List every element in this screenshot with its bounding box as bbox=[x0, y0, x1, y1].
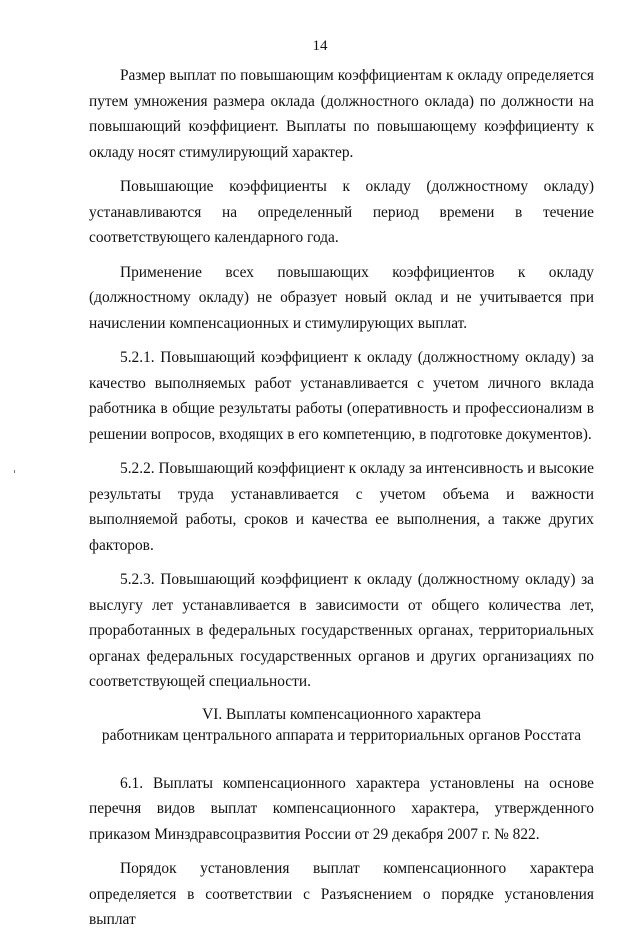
section-heading bbox=[89, 704, 594, 746]
paragraph: Порядок установления выплат компенсационного характера определяется в соответствии с Разъяснением о порядке установления выплат bbox=[89, 860, 594, 928]
paragraph-6-1: 6.1. Выплаты компенсационного характера установлены на основе перечня видов выплат компенсационного характера, утвержденного приказом Минздравсоцразвития России от 29 декабря 2007 г. № 822. bbox=[89, 774, 594, 843]
paragraph-5-2-3: 5.2.3. Повышающий коэффициент к окладу (должностному окладу) за выслугу лет устанавливается в зависимости от общего количества лет, проработанных в федеральных государственных органах, территориальных органах федеральных государственных органов и других организациях по соответствующей специальности. bbox=[89, 571, 594, 690]
paragraph-5-2-1: 5.2.1. Повышающий коэффициент к окладу (должностному окладу) за качество выполняемых работ устанавливается с учетом личного вклада работника в общие результаты работы (оперативность и профессионализм в решении вопросов, входящих в его компетенцию, в подготовке документов). bbox=[89, 349, 594, 443]
page-number: 14 bbox=[312, 38, 328, 54]
section-heading-line1: VI. Выплаты компенсационного характера bbox=[202, 705, 481, 723]
scan-speck bbox=[14, 470, 15, 473]
paragraph: Применение всех повышающих коэффициентов к окладу (должностному окладу) не образует новый оклад и не учитывается при начислении компенсационных и стимулирующих выплат. bbox=[89, 263, 594, 332]
paragraph: Повышающие коэффициенты к окладу (должностному окладу) устанавливаются на определенный период времени в течение соответствующего календарного года. bbox=[89, 178, 594, 246]
document-body bbox=[89, 63, 594, 942]
section-heading-line2: работникам центрального аппарата и территориальных органов Росстата bbox=[101, 726, 582, 744]
paragraph-5-2-2: 5.2.2. Повышающий коэффициент к окладу за интенсивность и высокие результаты труда устанавливается с учетом объема и важности выполняемой работы, сроков и качества ее выполнения, а также других факторов. bbox=[89, 460, 594, 554]
paragraph: Размер выплат по повышающим коэффициентам к окладу определяется путем умножения размера оклада (должностного оклада) по должности на повышающий коэффициент. Выплаты по повышающему коэффициенту к окладу носят стимулирующий характер. bbox=[89, 67, 594, 161]
